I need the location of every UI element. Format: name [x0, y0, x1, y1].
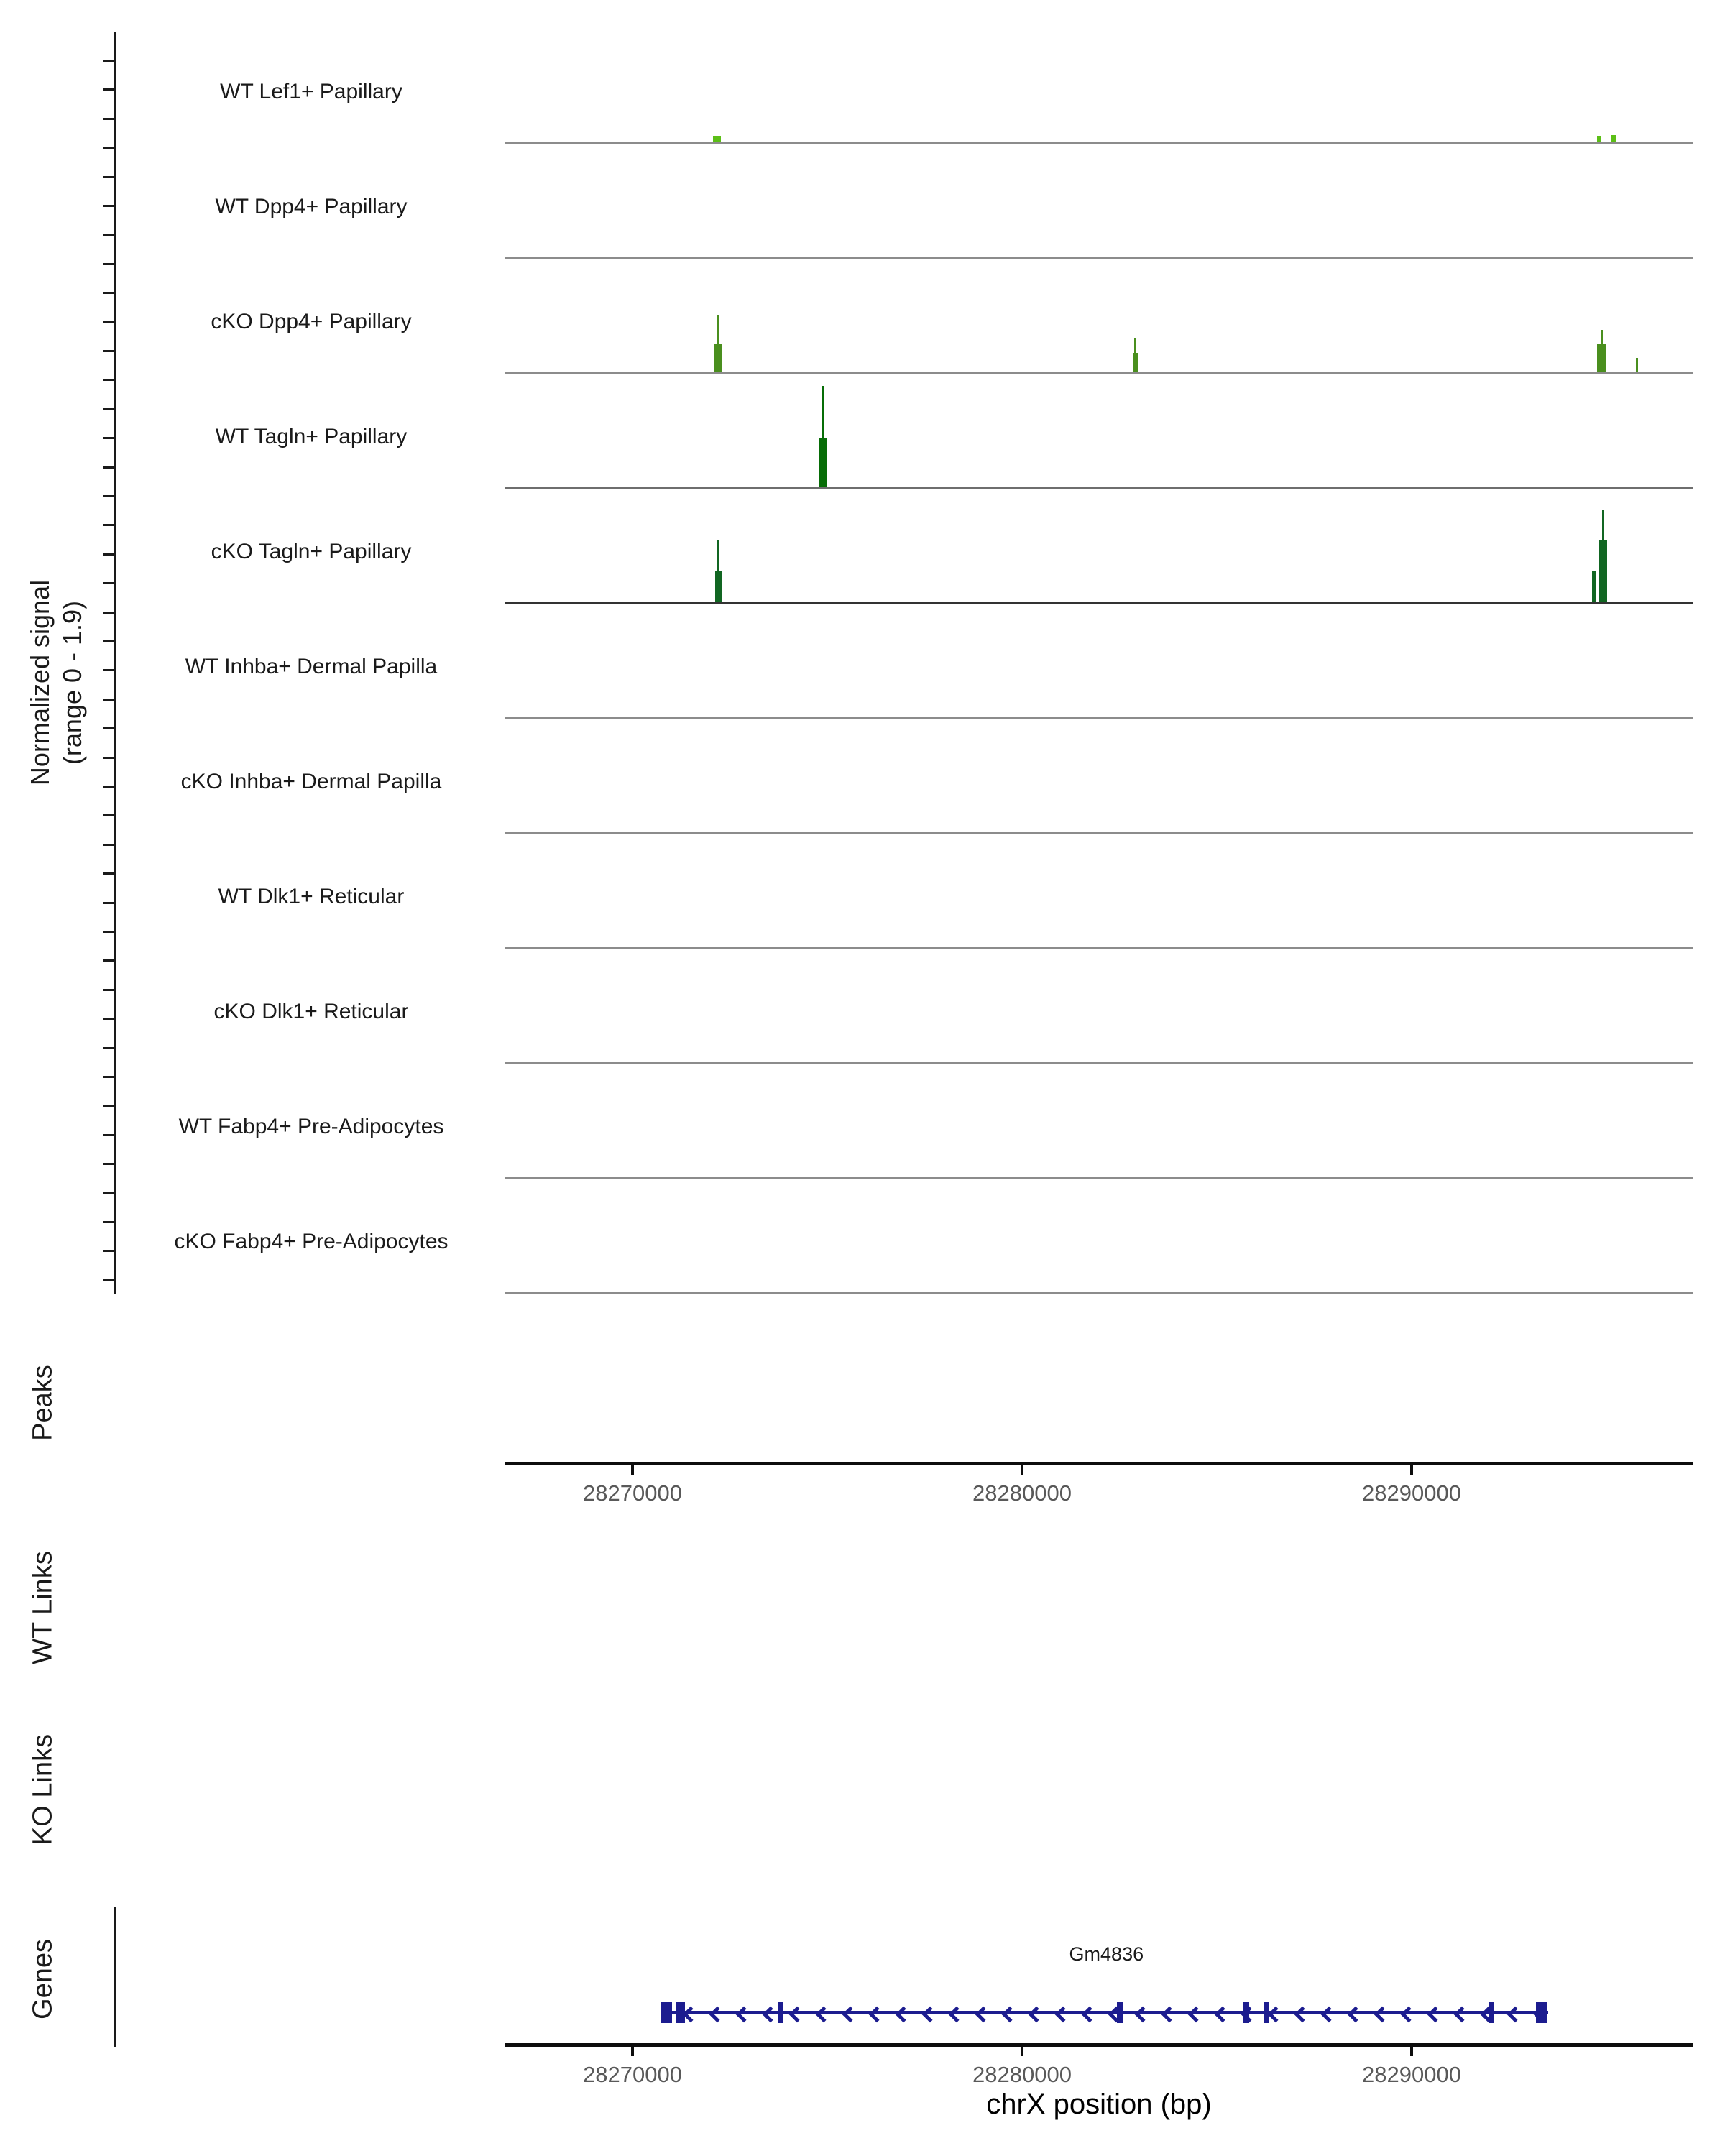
gene-exon-box [778, 2002, 783, 2023]
signal-y-axis-tick [103, 844, 114, 846]
signal-peak [1597, 136, 1601, 142]
section-label-genes: Genes [27, 1939, 58, 2019]
strand-arrow-left-icon [1401, 2007, 1417, 2023]
signal-y-axis-tick [103, 1134, 114, 1136]
signal-y-axis-tick [103, 205, 114, 207]
signal-y-axis-tick [103, 88, 114, 91]
strand-arrow-left-icon [789, 2007, 806, 2023]
signal-y-axis-tick [103, 60, 114, 62]
signal-y-axis-tick [103, 582, 114, 584]
gene-exon-box [661, 2002, 672, 2023]
signal-peak [1597, 344, 1606, 372]
signal-y-axis-label-line1: Normalized signal [25, 579, 55, 786]
signal-y-axis-tick [103, 872, 114, 875]
signal-y-axis-line [114, 32, 116, 1294]
track-label: WT Tagln+ Papillary [215, 425, 408, 448]
signal-peak [715, 571, 722, 602]
signal-y-axis-tick [103, 466, 114, 469]
strand-arrow-left-icon [896, 2007, 912, 2023]
track-label: cKO Inhba+ Dermal Papilla [180, 770, 442, 793]
signal-y-axis-tick [103, 1279, 114, 1281]
x-axis-tick-label: 28270000 [583, 1480, 682, 1506]
strand-arrow-left-icon [1454, 2007, 1471, 2023]
signal-peak [1592, 571, 1596, 602]
signal-peak [1599, 540, 1607, 602]
signal-y-axis-tick [103, 524, 114, 526]
strand-arrow-left-icon [1374, 2007, 1391, 2023]
track-baseline [505, 142, 1693, 144]
x-axis-line [505, 2043, 1693, 2047]
track-baseline [505, 602, 1693, 604]
strand-arrow-left-icon [842, 2007, 859, 2023]
signal-y-axis-tick [103, 757, 114, 759]
x-axis-tick-label: 28280000 [972, 1480, 1072, 1506]
signal-y-axis-tick [103, 379, 114, 381]
track-label: WT Dlk1+ Reticular [218, 885, 405, 908]
strand-arrow-left-icon [975, 2007, 992, 2023]
signal-peak [1133, 353, 1138, 372]
strand-arrow-left-icon [922, 2007, 939, 2023]
x-axis-line [505, 1462, 1693, 1465]
signal-y-axis-tick [103, 699, 114, 701]
track-baseline [505, 257, 1693, 259]
x-axis-tick [631, 1465, 634, 1475]
strand-arrow-left-icon [1427, 2007, 1444, 2023]
track-baseline [505, 717, 1693, 719]
signal-y-axis-tick [103, 118, 114, 120]
track-label: WT Fabp4+ Pre-Adipocytes [178, 1115, 444, 1138]
signal-y-axis-tick [103, 669, 114, 671]
section-label-peaks: Peaks [27, 1365, 58, 1441]
signal-y-axis-tick [103, 786, 114, 788]
strand-arrow-left-icon [1481, 2007, 1497, 2023]
signal-y-axis-tick [103, 263, 114, 265]
track-label: cKO Dlk1+ Reticular [213, 1000, 409, 1023]
signal-y-axis-tick [103, 1105, 114, 1107]
signal-y-axis-tick [103, 176, 114, 178]
track-baseline [505, 1062, 1693, 1064]
track-label: WT Lef1+ Papillary [220, 80, 402, 103]
section-label-ko-links: KO Links [27, 1733, 58, 1846]
signal-y-axis-tick [103, 640, 114, 642]
x-axis-tick-label: 28280000 [972, 2062, 1072, 2087]
signal-y-axis-tick [103, 292, 114, 294]
signal-y-axis-tick [103, 408, 114, 410]
signal-y-axis-tick [103, 495, 114, 497]
genes-panel-axis-line [114, 1907, 116, 2047]
track-label: cKO Fabp4+ Pre-Adipocytes [174, 1230, 448, 1253]
strand-arrow-left-icon [1029, 2007, 1045, 2023]
section-label-wt-links: WT Links [27, 1551, 58, 1664]
strand-arrow-left-icon [1348, 2007, 1364, 2023]
x-axis-tick [1410, 1465, 1413, 1475]
signal-y-axis-tick [103, 1250, 114, 1252]
x-axis-tick [1410, 2047, 1413, 2056]
signal-y-axis-tick [103, 814, 114, 816]
track-baseline [505, 947, 1693, 949]
signal-y-axis-label [24, 580, 88, 786]
signal-y-axis-tick [103, 234, 114, 236]
track-baseline [505, 487, 1693, 489]
strand-arrow-left-icon [949, 2007, 965, 2023]
signal-peak [819, 438, 827, 487]
strand-arrow-left-icon [1082, 2007, 1098, 2023]
track-baseline [505, 1292, 1693, 1294]
strand-arrow-left-icon [1507, 2007, 1524, 2023]
track-label: cKO Tagln+ Papillary [211, 540, 412, 563]
x-axis-tick [1021, 2047, 1024, 2056]
x-axis-tick-label: 28290000 [1362, 1480, 1461, 1506]
strand-arrow-left-icon [1215, 2007, 1231, 2023]
strand-arrow-left-icon [1294, 2007, 1311, 2023]
strand-arrow-left-icon [1162, 2007, 1178, 2023]
signal-y-axis-tick [103, 147, 114, 149]
track-label: WT Inhba+ Dermal Papilla [185, 655, 438, 678]
signal-y-axis-tick [103, 989, 114, 991]
x-axis-title: chrX position (bp) [986, 2088, 1212, 2120]
strand-arrow-left-icon [1268, 2007, 1284, 2023]
x-axis-tick-label: 28290000 [1362, 2062, 1461, 2087]
signal-y-axis-label-line2: (range 0 - 1.9) [58, 600, 87, 765]
signal-y-axis-tick [103, 727, 114, 729]
signal-y-axis-tick [103, 553, 114, 556]
strand-arrow-left-icon [709, 2007, 726, 2023]
track-baseline [505, 372, 1693, 374]
strand-arrow-left-icon [869, 2007, 886, 2023]
signal-y-axis-tick [103, 931, 114, 933]
signal-y-axis-tick [103, 321, 114, 323]
track-label: WT Dpp4+ Papillary [215, 195, 408, 218]
signal-y-axis-tick [103, 1076, 114, 1078]
x-axis-tick [1021, 1465, 1024, 1475]
signal-peak [714, 344, 722, 372]
strand-arrow-left-icon [763, 2007, 779, 2023]
strand-arrow-left-icon [816, 2007, 832, 2023]
signal-y-axis-tick [103, 959, 114, 962]
track-baseline [505, 832, 1693, 834]
strand-arrow-left-icon [1135, 2007, 1151, 2023]
signal-peak [1611, 135, 1616, 142]
x-axis-tick [631, 2047, 634, 2056]
signal-peak [1636, 358, 1638, 372]
signal-y-axis-tick [103, 612, 114, 614]
signal-y-axis-tick [103, 1221, 114, 1223]
signal-peak [713, 136, 721, 142]
x-axis-tick-label: 28270000 [583, 2062, 682, 2087]
signal-y-axis-tick [103, 1192, 114, 1194]
signal-y-axis-tick [103, 1163, 114, 1165]
signal-y-axis-tick [103, 437, 114, 439]
track-label: cKO Dpp4+ Papillary [211, 310, 412, 333]
strand-arrow-left-icon [1002, 2007, 1018, 2023]
signal-y-axis-tick [103, 350, 114, 352]
signal-y-axis-tick [103, 1047, 114, 1049]
gene-name-label: Gm4836 [1069, 1943, 1144, 1965]
strand-arrow-left-icon [1055, 2007, 1072, 2023]
strand-arrow-left-icon [736, 2007, 753, 2023]
track-baseline [505, 1177, 1693, 1179]
strand-arrow-left-icon [1188, 2007, 1205, 2023]
signal-y-axis-tick [103, 1018, 114, 1020]
signal-y-axis-tick [103, 902, 114, 904]
strand-arrow-left-icon [1321, 2007, 1338, 2023]
